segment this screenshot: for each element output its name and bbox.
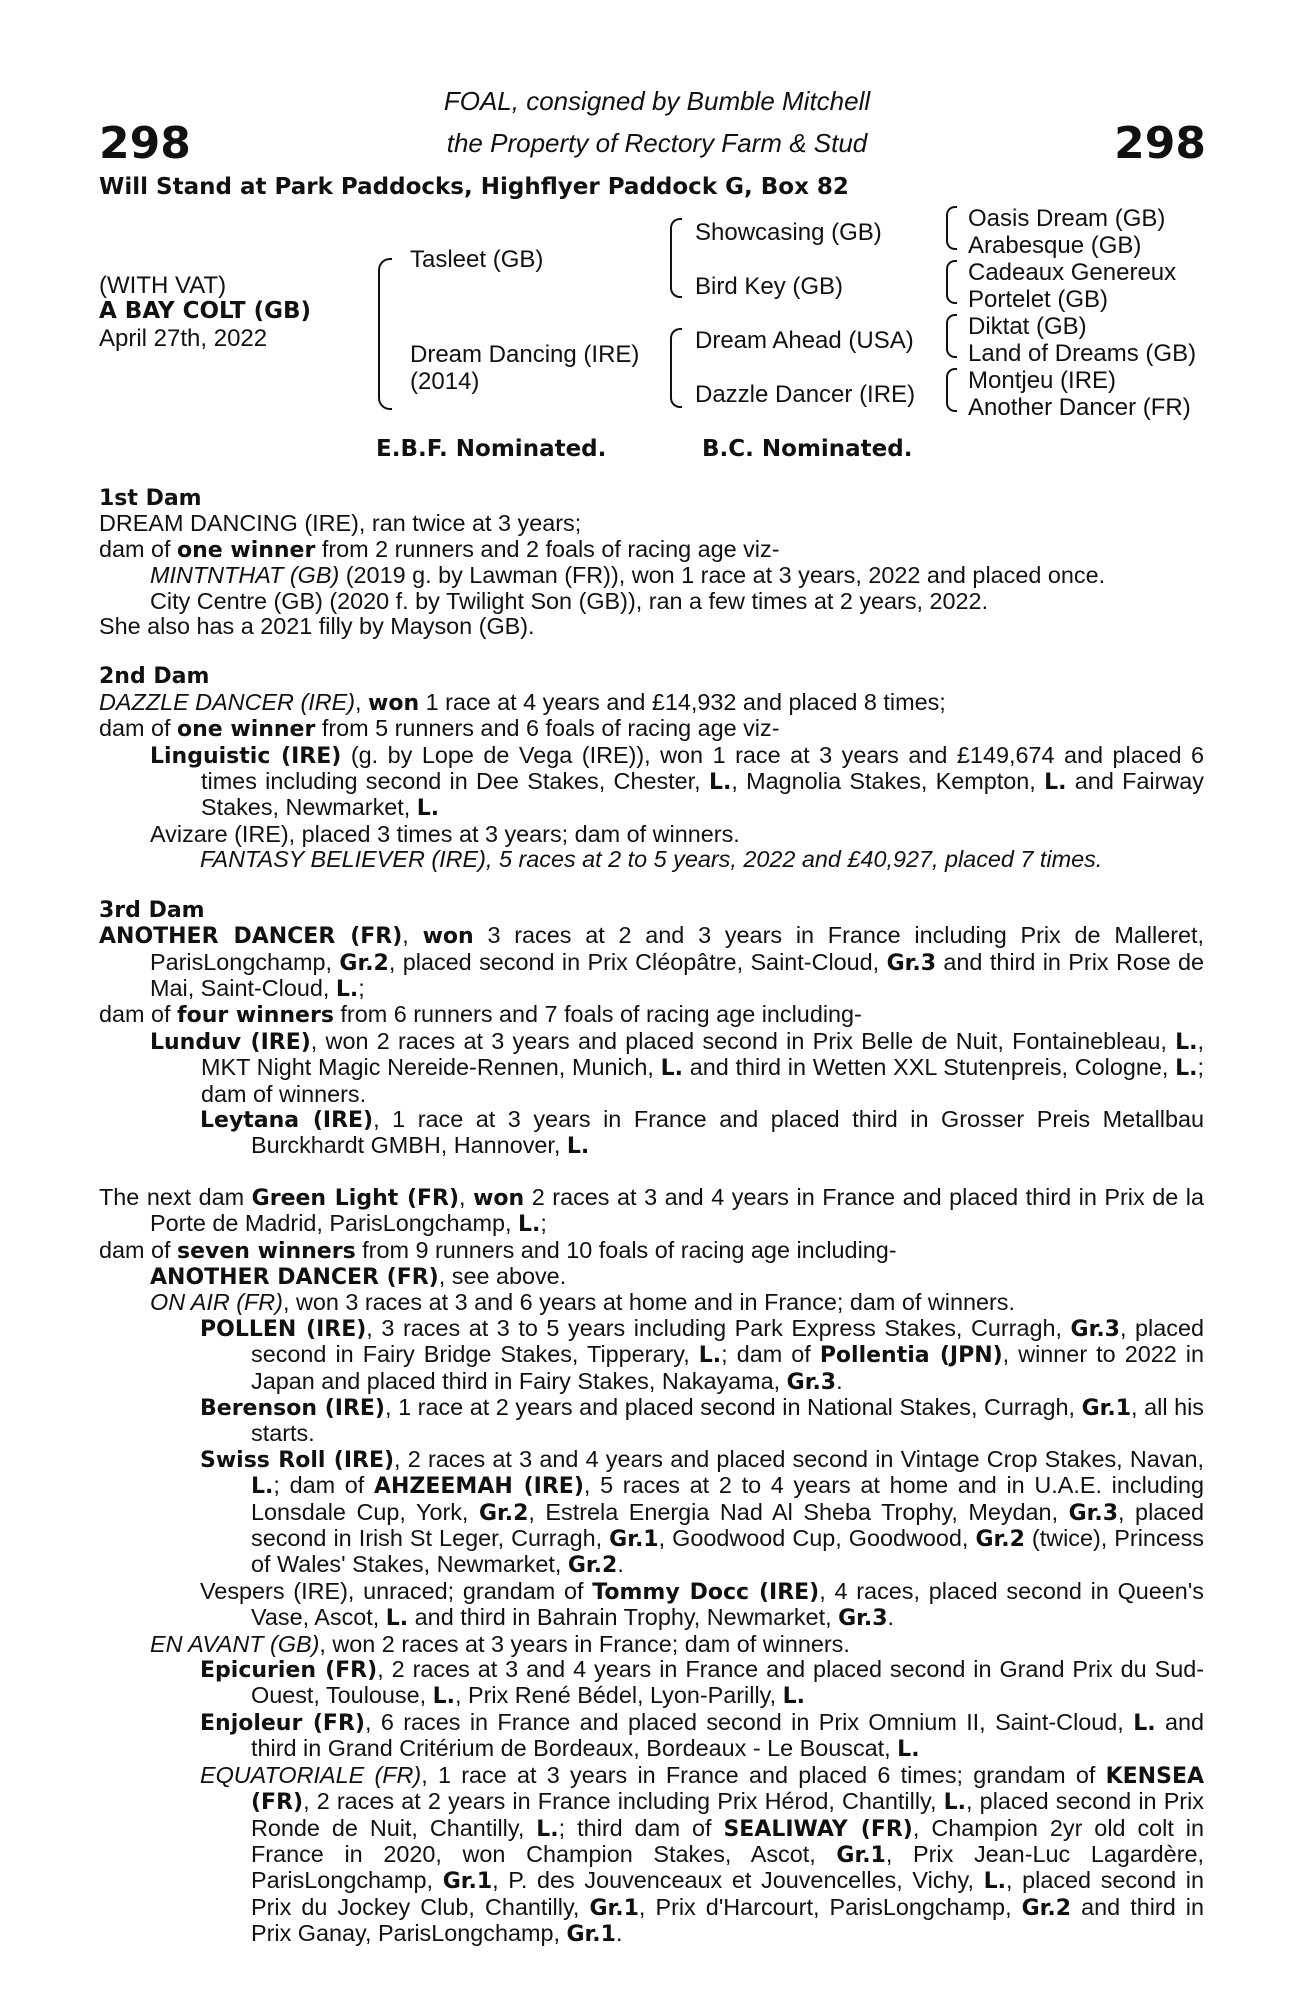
second-dam-produce-summary: dam of one winner from 5 runners and 6 foals of racing age viz-	[99, 715, 780, 743]
next-dam-grandprogeny-3: Swiss Roll (IRE), 2 races at 3 and 4 years and placed second in Vintage Crop Stakes, Navan, L.; dam of AHZEEMAH (IRE), 5 races at 2 to 4 years at home and in U.A.E. including Lonsdale Cup, York, Gr.2, Estrela Energia Nad Al Sheba Trophy, Meydan, Gr.3, placed second in Irish St Leger, Curragh, Gr.1, Goodwood Cup, Goodwood, Gr.2 (twice), Princess of Wales' Stakes, Newmarket, Gr.2.	[200, 1445, 1205, 1579]
first-dam-line: DREAM DANCING (IRE), ran twice at 3 years;	[99, 510, 582, 537]
great-grandparent-2: Arabesque (GB)	[968, 232, 1142, 259]
sire: Tasleet (GB)	[410, 246, 544, 273]
next-dam-grandprogeny-6: Enjoleur (FR), 6 races in France and placed second in Prix Omnium II, Saint-Cloud, L. and third in Grand Critérium de Bordeaux, Bordeaux - Le Bouscat, L.	[200, 1708, 1204, 1763]
third-dam-line: ANOTHER DANCER (FR), won 3 races at 2 and 3 years in France including Prix de Malleret, ParisLongchamp, Gr.2, placed second in Prix Cléopâtre, Saint-Cloud, Gr.3 and third in Prix Rose de Mai, Saint-Cloud, L.;	[99, 922, 1205, 1002]
stand-info: Will Stand at Park Paddocks, Highflyer Paddock G, Box 82	[99, 174, 849, 200]
pedigree-brace-dam	[670, 328, 682, 408]
great-grandparent-8: Another Dancer (FR)	[968, 394, 1191, 421]
dam-year: (2014)	[410, 368, 480, 395]
pedigree-brace-sire	[670, 218, 682, 298]
pedigree-brace-g1	[946, 206, 957, 250]
next-dam-grandprogeny-4: Vespers (IRE), unraced; grandam of Tommy Docc (IRE), 4 races, placed second in Queen's Vase, Ascot, L. and third in Bahrain Trophy, Newmarket, Gr.3.	[200, 1577, 1204, 1632]
second-dam-section	[99, 664, 1204, 872]
first-dam-also: She also has a 2021 filly by Mayson (GB).	[99, 613, 535, 640]
sire-dam: Bird Key (GB)	[695, 273, 844, 300]
ebf-nomination: E.B.F. Nominated.	[376, 436, 607, 462]
dam: Dream Dancing (IRE)	[410, 341, 640, 368]
third-dam-heading: 3rd Dam	[99, 897, 205, 923]
foaling-date: April 27th, 2022	[99, 325, 268, 352]
second-dam-heading: 2nd Dam	[99, 664, 210, 690]
great-grandparent-3: Cadeaux Genereux	[968, 259, 1177, 286]
lot-number-right: 298	[1114, 118, 1206, 169]
next-dam-produce-summary: dam of seven winners from 9 runners and 10 foals of racing age including-	[99, 1236, 897, 1264]
next-dam-grandprogeny-1: POLLEN (IRE), 3 races at 3 to 5 years including Park Express Stakes, Curragh, Gr.3, placed second in Fairy Bridge Stakes, Tipperary, L.; dam of Pollentia (JPN), winner to 2022 in Japan and placed third in Fairy Stakes, Nakayama, Gr.3.	[200, 1314, 1204, 1395]
third-dam-progeny-1: Lunduv (IRE), won 2 races at 3 years and placed second in Prix Belle de Nuit, Fontainebleau, L., MKT Night Magic Nereide-Rennen, Munich, L. and third in Wetten XXL Stutenpreis, Cologne, L.; dam of winners.	[150, 1027, 1205, 1107]
next-dam-progeny-1: ANOTHER DANCER (FR), see above.	[150, 1262, 567, 1290]
bc-nomination: B.C. Nominated.	[702, 436, 913, 462]
dam-sire: Dream Ahead (USA)	[695, 327, 914, 354]
third-dam-produce-summary: dam of four winners from 6 runners and 7 foals of racing age including-	[99, 1001, 862, 1029]
second-dam-progeny-1: Linguistic (IRE) (g. by Lope de Vega (IRE)), won 1 race at 3 years and £149,674 and placed 6 times including second in Dee Stakes, Chester, L., Magnolia Stakes, Kempton, L. and Fairway Stakes, Newmarket, L.	[150, 741, 1205, 822]
pedigree-brace-main	[378, 258, 392, 410]
great-grandparent-7: Montjeu (IRE)	[968, 367, 1117, 394]
consignor-line: FOAL, consigned by Bumble Mitchell	[443, 86, 871, 116]
pedigree-brace-g3	[946, 314, 957, 358]
third-dam-section	[99, 898, 1204, 1160]
catalogue-body	[99, 486, 1204, 1948]
great-grandparent-1: Oasis Dream (GB)	[968, 205, 1166, 232]
next-dam-grandprogeny-7: EQUATORIALE (FR), 1 race at 3 years in France and placed 6 times; grandam of KENSEA (FR), 2 races at 2 years in France including Prix Hérod, Chantilly, L., placed second in Prix Ronde de Nuit, Chantilly, L.; third dam of SEALIWAY (FR), Champion 2yr old colt in France in 2020, won Champion Stakes, Ascot, Gr.1, Prix Jean-Luc Lagardère, ParisLongchamp, Gr.1, P. des Jouvenceaux et Jouvencelles, Vichy, L., placed second in Prix du Jockey Club, Chantilly, Gr.1, Prix d'Harcourt, ParisLongchamp, Gr.2 and third in Prix Ganay, ParisLongchamp, Gr.1.	[200, 1761, 1205, 1948]
property-line: the Property of Rectory Farm & Stud	[446, 128, 868, 158]
great-grandparent-4: Portelet (GB)	[968, 286, 1109, 313]
sire-sire: Showcasing (GB)	[695, 219, 882, 246]
pedigree-brace-g2	[946, 260, 957, 304]
next-dam-progeny-3: EN AVANT (GB), won 2 races at 3 years in France; dam of winners.	[150, 1630, 850, 1657]
lot-number-left: 298	[99, 118, 191, 169]
first-dam-progeny-1: MINTNTHAT (GB) (2019 g. by Lawman (FR)), won 1 race at 3 years, 2022 and placed once.	[150, 562, 1106, 589]
dam-dam: Dazzle Dancer (IRE)	[695, 381, 916, 408]
next-dam-progeny-2: ON AIR (FR), won 3 races at 3 and 6 years at home and in France; dam of winners.	[150, 1289, 1015, 1316]
great-grandparent-6: Land of Dreams (GB)	[968, 340, 1197, 367]
first-dam-heading: 1st Dam	[99, 486, 202, 511]
second-dam-progeny-2: Avizare (IRE), placed 3 times at 3 years; dam of winners.	[150, 820, 740, 847]
second-dam-line: DAZZLE DANCER (IRE), won 1 race at 4 years and £14,932 and placed 8 times;	[99, 688, 946, 716]
next-dam-section	[99, 1185, 1204, 1948]
next-dam-grandprogeny-2: Berenson (IRE), 1 race at 2 years and placed second in National Stakes, Curragh, Gr.1, all his starts.	[200, 1394, 1204, 1447]
great-grandparent-5: Diktat (GB)	[968, 313, 1087, 340]
horse-name: A BAY COLT (GB)	[99, 298, 312, 324]
second-dam-grandprogeny-1: FANTASY BELIEVER (IRE), 5 races at 2 to 5 years, 2022 and £40,927, placed 7 times.	[200, 846, 1103, 873]
first-dam-progeny-2: City Centre (GB) (2020 f. by Twilight Son (GB)), ran a few times at 2 years, 2022.	[150, 587, 989, 614]
first-dam-produce-summary: dam of one winner from 2 runners and 2 foals of racing age viz-	[99, 535, 780, 563]
vat-note: (WITH VAT)	[99, 272, 227, 299]
third-dam-grandprogeny-1: Leytana (IRE), 1 race at 3 years in France and placed third in Grosser Preis Metallbau Burckhardt GMBH, Hannover, L.	[200, 1105, 1204, 1160]
first-dam-section	[99, 486, 1204, 639]
pedigree-brace-g4	[946, 368, 957, 412]
next-dam-line: The next dam Green Light (FR), won 2 races at 3 and 4 years in France and placed third in Prix de la Porte de Madrid, ParisLongchamp, L.;	[99, 1183, 1205, 1238]
next-dam-grandprogeny-5: Epicurien (FR), 2 races at 3 and 4 years in France and placed second in Grand Prix du Sud-Ouest, Toulouse, L., Prix René Bédel, Lyon-Parilly, L.	[200, 1656, 1204, 1710]
